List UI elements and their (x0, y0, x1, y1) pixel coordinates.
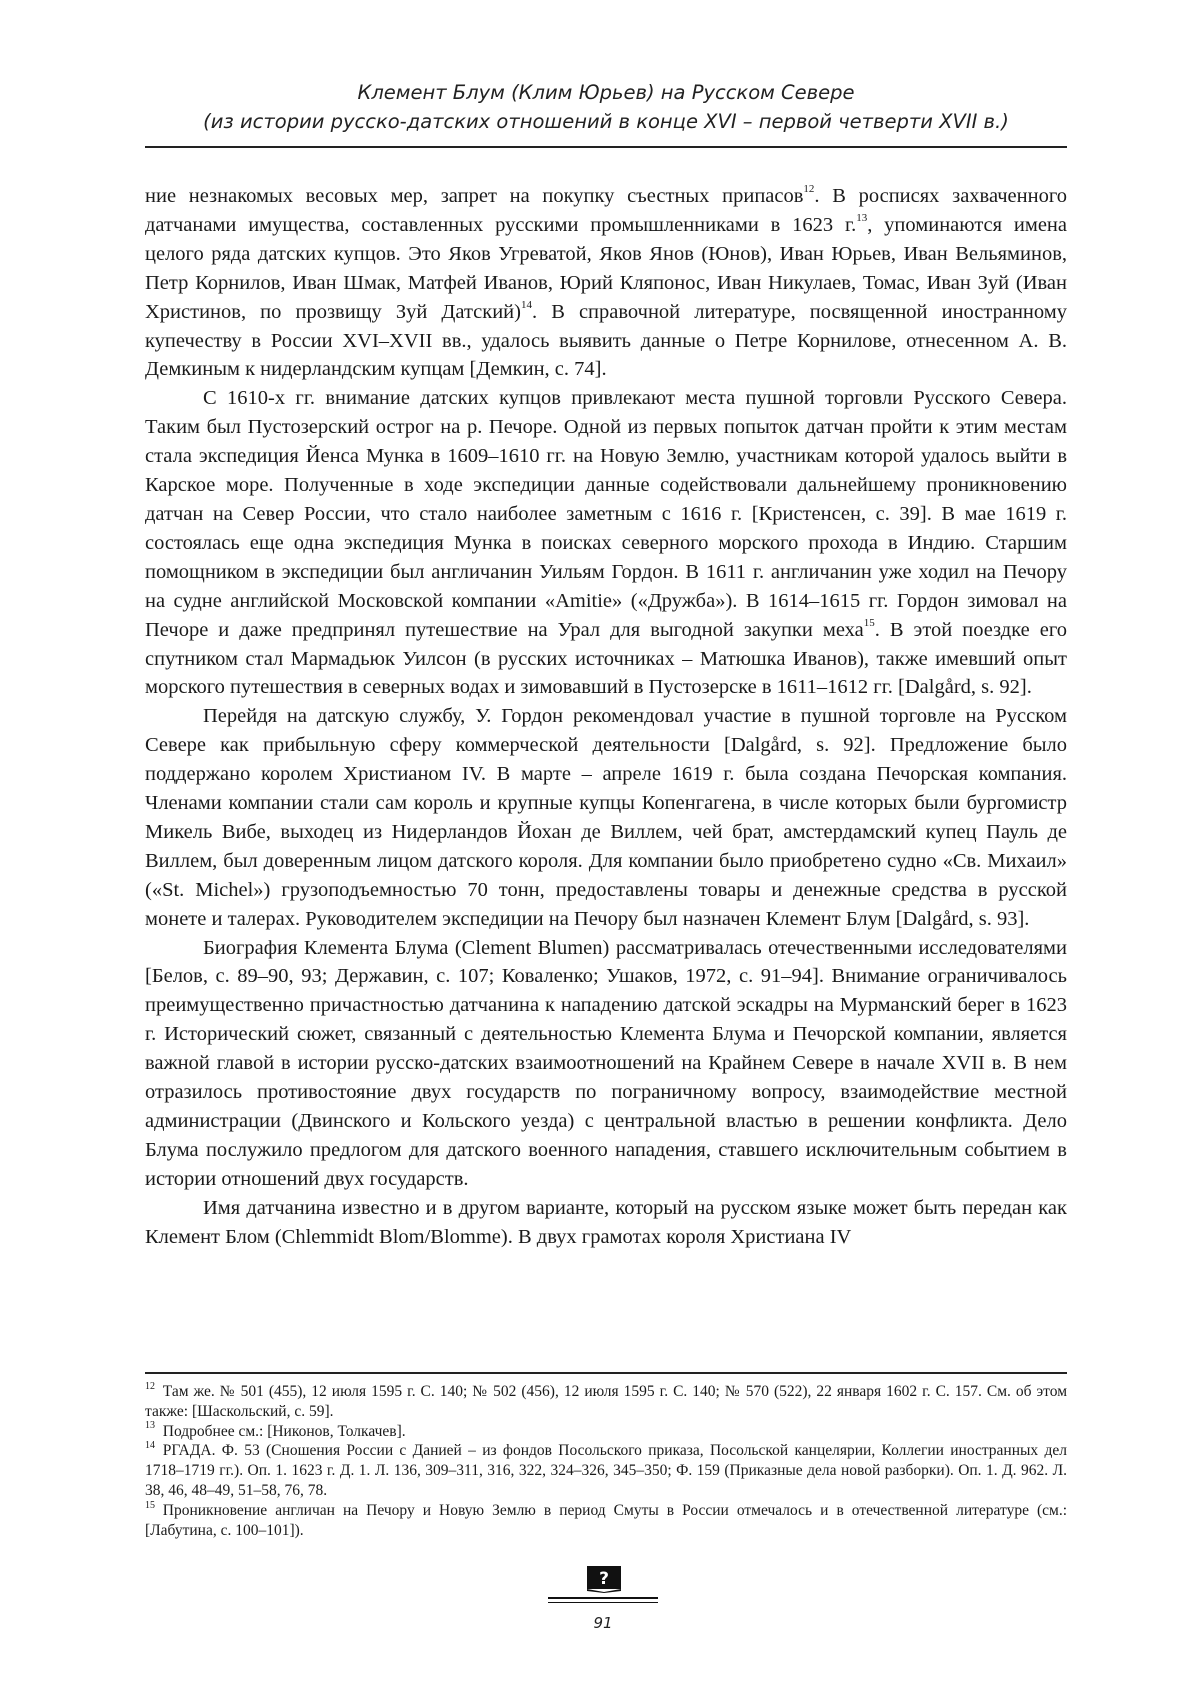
running-header-line-2: (из истории русско-датских отношений в конце XVI – первой четверти XVII в.) (203, 110, 1009, 133)
footnote-marker: 13 (856, 212, 868, 225)
body-paragraph (145, 702, 1067, 933)
footnote-marker: 12 (803, 183, 815, 196)
body-text-run: ние незнакомых весовых мер, запрет на покупку съестных припасов (145, 185, 804, 207)
footnote (145, 1441, 1067, 1500)
body-text-run: . В справочной литературе, посвященной иностранному купечеству в России XVI–XVII вв., удалось выявить данные о Петре Корнилове, отнесенном А. В. Демкиным к нидерландским купцам [Демкин, с. 74]. (145, 300, 1067, 381)
body-text-run: . В росписях захваченного датчанами имущества, составленных русскими промышленниками в 1623 г. (145, 185, 1067, 236)
body-text-run: С 1610-х гг. внимание датских купцов привлекают места пушной торговли Русского Севера. Таким был Пустозерский острог на р. Печоре. Одной из первых попыток датчан пройти к этим местам стала экспедиция Йенса Мунка в 1609–1610 гг. на Новую Землю, участникам которой удалось выйти в Карское море. Полученные в ходе экспедиции данные содействовали дальнейшему проникновению датчан на Север России, что стало наиболее заметным с 1616 г. [Кристенсен, с. 39]. В мае 1619 г. состоялась еще одна экспедиция Мунка в поисках северного морского прохода в Индию. Старшим помощником в экспедиции был англичанин Уильям Гордон. В 1611 г. англичанин уже ходил на Печору на судне английской Московской компании «Amitie» («Дружба»). В 1614–1615 гг. Гордон зимовал на Печоре и даже предпринял путешествие на Урал для выгодной закупки меха (145, 387, 1067, 641)
footnotes (145, 1382, 1067, 1540)
body-paragraph (145, 1194, 1067, 1252)
body-paragraph (145, 934, 1067, 1194)
body-text (145, 182, 1067, 1252)
footnote-text: Подробнее см.: [Никонов, Толкачев]. (162, 1422, 406, 1440)
footnote (145, 1501, 1067, 1541)
footnote-marker: 15 (863, 616, 875, 629)
footnote-number: 14 (145, 1440, 155, 1452)
footnote (145, 1422, 1067, 1442)
body-text-run: Биография Клемента Блума (Clement Blumen) рассматривалась отечественными исследователями [Белов, с. 89–90, 93; Державин, с. 107; Коваленко; Ушаков, 1972, с. 91–94]. Внимание ограничивалось преимущественно причастностью датчанина к нападению датской эскадры на Мурманский берег в 1623 г. Исторический сюжет, связанный с деятельностью Клемента Блума и Печорской компании, является важной главой в истории русско-датских взаимоотношений на Крайнем Севере в начале XVII в. В нем отразилось противостояние двух государств по пограничному вопросу, взаимодействие местной администрации (Двинского и Кольского уезда) с центральной властью в решении конфликта. Дело Блума послужило предлогом для датского военного нападения, ставшего исключительным событием в истории отношений двух государств. (145, 936, 1067, 1190)
body-text-run: , упоминаются имена целого ряда датских купцов. Это Яков Угреватой, Яков Янов (Юнов), Иван Юрьев, Иван Вельяминов, Петр Корнилов, Иван Шмак, Матфей Иванов, Юрий Кляпонос, Иван Никулаев, Томас, Иван Зуй (Иван Христинов, по прозвищу Зуй Датский) (145, 213, 1067, 323)
footnote-number: 15 (145, 1499, 155, 1511)
footnote-divider (145, 1372, 1067, 1374)
page-number: 91 (593, 1614, 613, 1632)
page-number-rule (548, 1597, 658, 1599)
body-text-run: . В этой поездке его спутником стал Мармадьюк Уилсон (в русских источниках – Матюшка Иванов), также имевший опыт морского путешествия в северных водах и зимовавший в Пустозерске в 1611–1612 гг. [Dalgård, s. 92]. (145, 618, 1068, 699)
footnote-text: Там же. № 501 (455), 12 июля 1595 г. С. 140; № 502 (456), 12 июля 1595 г. С. 140; № 570 (522), 22 января 1602 г. С. 157. См. об этом также: [Шаскольский, с. 59]. (145, 1383, 1067, 1420)
footnote-marker: 14 (520, 298, 532, 311)
footnote-number: 13 (145, 1420, 155, 1432)
footnote-text: Проникновение англичан на Печору и Новую Землю в период Смуты в России отмечалось и в отечественной литературе (см.: [Лабутина, с. 100–101]). (145, 1501, 1067, 1539)
body-text-run: Перейдя на датскую службу, У. Гордон рекомендовал участие в пушной торговле на Русском Севере как прибыльную сферу коммерческой деятельности [Dalgård, s. 92]. Предложение было поддержано королем Христианом IV. В марте – апреле 1619 г. была создана Печорская компания. Членами компании стали сам король и крупные купцы Копенгагена, в числе которых были бургомистр Микель Вибе, выходец из Нидерландов Йохан де Виллем, чей брат, амстердамский купец Пауль де Виллем, был доверенным лицом датского короля. Для компании было приобретено судно «Св. Михаил» («St. Michel») грузоподъемностью 70 тонн, предоставлены товары и денежные средства в русской монете и талерах. Руководителем экспедиции на Печору был назначен Клемент Блум [Dalgård, s. 93]. (145, 705, 1067, 930)
body-paragraph (145, 182, 1067, 384)
svg-text:?: ? (599, 1569, 609, 1589)
book-question-icon (586, 1565, 622, 1593)
running-header (145, 78, 1067, 136)
footnote (145, 1382, 1067, 1422)
footnote-number: 12 (145, 1380, 155, 1392)
footnote-text: РГАДА. Ф. 53 (Сношения России с Данией – из фондов Посольского приказа, Посольской канцелярии, Коллегии иностранных дел 1718–1719 гг.). Оп. 1. 1623 г. Д. 1. Л. 136, 309–311, 316, 322, 324–326, 345–350; Ф. 159 (Приказные дела новой разборки). Оп. 1. Д. 962. Л. 38, 46, 48–49, 51–58, 76, 78. (145, 1442, 1067, 1499)
body-text-run: Имя датчанина известно и в другом варианте, который на русском языке может быть передан как Клемент Блом (Chlemmidt Blom/Blomme). В двух грамотах короля Христиана IV (145, 1196, 1067, 1248)
header-divider (145, 146, 1067, 148)
body-paragraph (145, 384, 1067, 702)
page-number-rule-thin (548, 1602, 658, 1603)
running-header-line-1: Клемент Блум (Клим Юрьев) на Русском Севере (357, 81, 855, 104)
